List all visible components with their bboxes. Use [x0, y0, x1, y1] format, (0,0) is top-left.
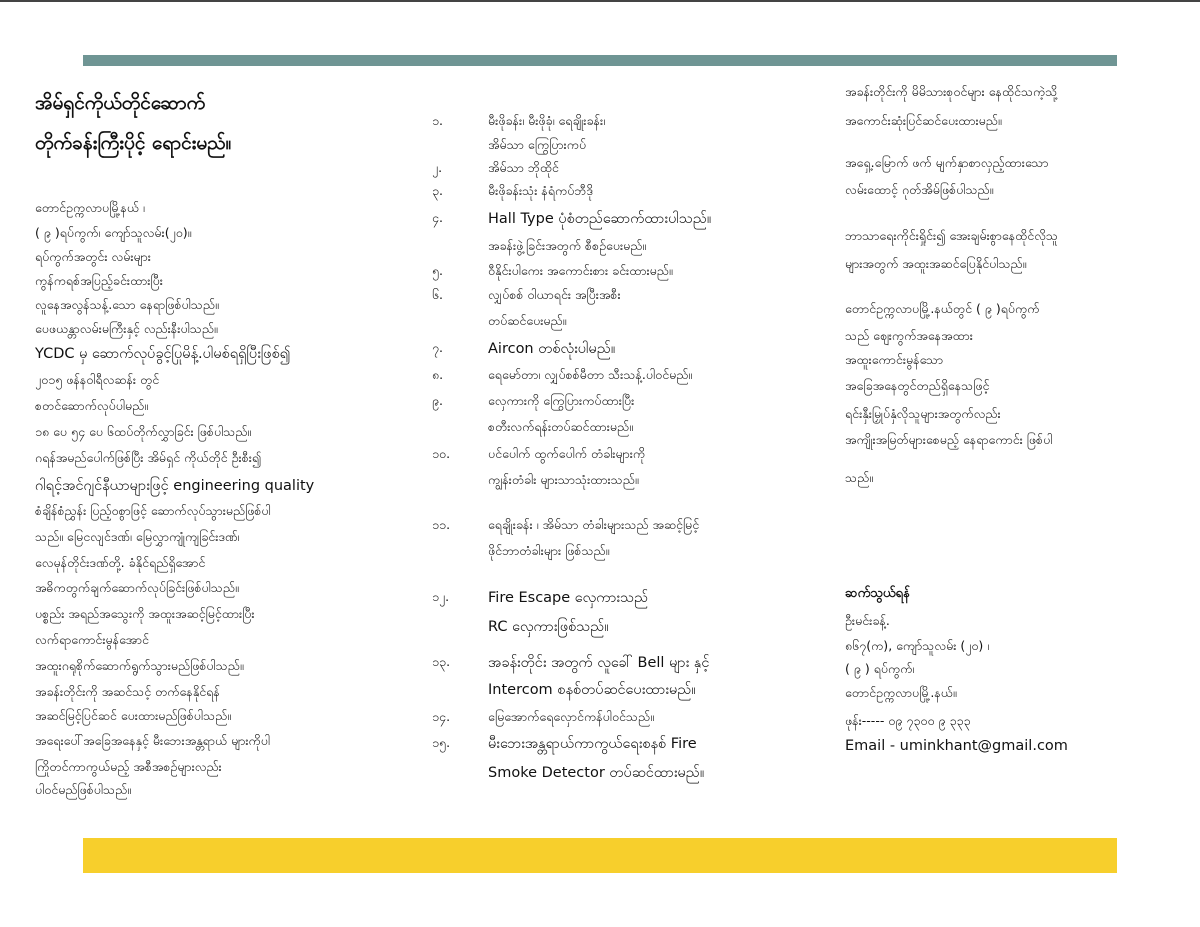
intro-line: ကွန်ကရစ်အပြည့်ခင်းထားပြီး [35, 273, 163, 288]
right-paragraph-line: အထူးကောင်းမွန်သော [845, 352, 944, 367]
contact-heading: ဆက်သွယ်ရန် [845, 586, 910, 601]
feature-text: Smoke Detector တပ်ဆင်ထားမည်။ [488, 765, 705, 781]
intro-line: စတင်ဆောက်လုပ်ပါမည်။ [35, 398, 149, 413]
contact-line: Email - uminkhant@gmail.com [845, 738, 1068, 754]
contact-line: ၈၆၇(က), ကျော်သူလမ်း (၂၀) ၊ [845, 638, 990, 653]
feature-text: ရေချိုးခန်း ၊ အိမ်သာ တံခါးများသည် အဆင့်မြင့် [488, 517, 700, 532]
intro-line: အဓိကတွက်ချက်ဆောက်လုပ်ခြင်းဖြစ်ပါသည်။ [35, 580, 239, 595]
feature-number: ၃. [432, 183, 444, 198]
contact-line: ဦးမင်းခန့်. [845, 613, 890, 628]
intro-line: အခန်းတိုင်းကို အဆင်သင့် တက်နေနိုင်ရန် [35, 684, 220, 699]
intro-line: အဆင်မြင့်ပြင်ဆင် ပေးထားမည်ဖြစ်ပါသည်။ [35, 708, 232, 723]
feature-text: စတီးလက်ရန်းတပ်ဆင်ထားမည်။ [488, 419, 633, 434]
bottom-accent-bar [83, 838, 1117, 873]
feature-text: မြေအောက်ရေလှောင်ကန်ပါဝင်သည်။ [488, 709, 654, 724]
right-paragraph-line: တောင်ဥက္ကလာပမြို့.နယ်တွင် ( ၉ )ရပ်ကွက် [845, 301, 1040, 316]
feature-text: RC လှေကားဖြစ်သည်။ [488, 619, 609, 635]
feature-number: ၇. [432, 340, 444, 355]
intro-line: အရေးပေါ်အခြေအနေနှင့် မီးဘေးအန္တရာယ် များကိုပါ [35, 733, 271, 748]
feature-text: ကျွန်းတံခါး များသာသုံးထားသည်။ [488, 472, 639, 487]
feature-text: ပင်ပေါက် ထွက်ပေါက် တံခါးများကို [488, 446, 646, 461]
feature-number: ၁၃. [432, 654, 451, 669]
feature-number: ၈. [432, 367, 444, 382]
feature-number: ၁. [432, 113, 444, 128]
intro-line: အထူးဂရုစိုက်ဆောက်ရွက်သွားမည်ဖြစ်ပါသည်။ [35, 658, 244, 673]
feature-number: ၁၅. [432, 735, 451, 750]
feature-number: ၂. [432, 160, 443, 175]
intro-line: ပစ္စည်း အရည်အသွေးကို အထူးအဆင့်မြင့်ထားပြီး [35, 606, 255, 621]
feature-text: လှေကားကို ကြွေပြားကပ်ထားပြီး [488, 393, 635, 408]
intro-line: ဂရန်အမည်ပေါက်ဖြစ်ပြီး အိမ်ရှင် ကိုယ်တိုင် ဦးစီး၍ [35, 450, 262, 465]
right-paragraph-line: အခန်းတိုင်းကို မိမိသားစုဝင်များ နေထိုင်သကဲ့သို့ [845, 84, 1058, 99]
contact-line: ဖုန်း----- ၀၉ ၇၃၀၀ ၉ ၃၃၃ [845, 713, 971, 728]
feature-text: ဖိုင်ဘာတံခါးများ ဖြစ်သည်။ [488, 543, 610, 558]
headline-line-1: အိမ်ရှင်ကိုယ်တိုင်ဆောက် [35, 92, 206, 114]
feature-text: မီးဖိုခန်းသုံး နံရံကပ်ဘီဒို [488, 183, 593, 198]
intro-line: စံချိန်စံညွှန်း ပြည့်ဝစွာဖြင့် ဆောက်လုပ်သွားမည်ဖြစ်ပါ [35, 503, 271, 518]
feature-number: ၁၂. [432, 589, 450, 604]
right-paragraph-line: အကျိုးအမြတ်များစေမည့် နေရာကောင်း ဖြစ်ပါ [845, 432, 1053, 447]
right-paragraph-line: အကောင်းဆုံးပြင်ဆင်ပေးထားမည်။ [845, 113, 1002, 128]
feature-text: လျှပ်စစ် ဝါယာရင်း အပြီးအစီး [488, 287, 621, 302]
feature-text: Intercom စနစ်တပ်ဆင်ပေးထားမည်။ [488, 682, 696, 698]
right-paragraph-line: အရှေ့.မြောက် ဖက် မျက်နှာစာလှည့်ထားသော [845, 155, 1049, 170]
right-paragraph-line: သည် ဈေးကွက်အနေအထား [845, 328, 973, 343]
feature-text: မီးဖိုခန်း၊ မီးဖိုခုံ၊ ရေချိုးခန်း၊ [488, 113, 606, 128]
intro-line: ကြိုတင်ကာကွယ်မည့် အစီအစဉ်များလည်း [35, 759, 222, 774]
intro-line: တောင်ဥက္ကလာပမြို့နယ် ၊ [35, 200, 145, 215]
feature-text: အခန်းဖွဲ့ခြင်းအတွက် စီစဉ်ပေးမည်။ [488, 238, 647, 253]
intro-line: ၂၀၁၅ ဖန်နဝါရီလဆန်း တွင် [35, 372, 160, 387]
intro-line: ၁၈ ပေ ၅၄ ပေ ၆ထပ်တိုက်လွှာခြင်း ဖြစ်ပါသည်။ [35, 424, 252, 439]
feature-number: ၁၁. [432, 517, 451, 532]
right-paragraph-line: ရင်းနှီးမြှုပ်နှံလိုသူများအတွက်လည်း [845, 406, 1001, 421]
top-accent-bar [83, 55, 1117, 66]
intro-line: ပေဖယန္တာလမ်းမကြီးနှင့် လည်းနီးပါသည်။ [35, 321, 218, 336]
feature-text: အခန်းတိုင်း အတွက် လူခေါ် Bell များ နှင့် [488, 655, 710, 671]
feature-text: မီးဘေးအန္တရာယ်ကာကွယ်ရေးစနစ် Fire [488, 736, 697, 752]
feature-number: ၄. [432, 210, 444, 225]
feature-text: တပ်ဆင်ပေးမည်။ [488, 313, 567, 328]
feature-number: ၆. [432, 287, 444, 302]
right-paragraph-line: ဘာသာရေးကိုင်းရှိုင်း၍ အေးချမ်းစွာနေထိုင်လိုသူ [845, 228, 1059, 243]
right-paragraph-line: သည်။ [845, 470, 873, 485]
intro-line: ( ၉ )ရပ်ကွက်၊ ကျော်သူလမ်း(၂၀)။ [35, 225, 192, 240]
feature-text: ဝီနိုင်းပါကေး အကောင်းစား ခင်းထားမည်။ [488, 263, 673, 278]
intro-line: လက်ရာကောင်းမွန်အောင် [35, 632, 149, 647]
right-paragraph-line: အခြေအနေတွင်တည်ရှိနေသဖြင့် [845, 378, 990, 393]
contact-line: ( ၉ ) ရပ်ကွက်၊ [845, 661, 915, 676]
intro-line: သည်။ မြေငလျင်ဒဏ်၊ မြေလွှာကျုံကျခြင်းဒဏ်၊ [35, 529, 240, 544]
feature-text: အိမ်သာ ဘိုထိုင် [488, 160, 559, 175]
feature-text: ရေမော်တာ၊ လျှပ်စစ်မီတာ သီးသန့်.ပါဝင်မည်။ [488, 367, 693, 382]
contact-line: တောင်ဥက္ကလာပမြို့.နယ်။ [845, 685, 957, 700]
intro-line: လူနေအလွန်သန့်.သော နေရာဖြစ်ပါသည်။ [35, 297, 219, 312]
headline-line-2: တိုက်ခန်းကြီးပိုင့် ရောင်းမည်။ [35, 132, 232, 154]
intro-line: ရပ်ကွက်အတွင်း လမ်းများ [35, 249, 151, 264]
feature-number: ၁၄. [432, 709, 451, 724]
right-paragraph-line: များအတွက် အထူးအဆင်ပြေနိုင်ပါသည်။ [845, 256, 1027, 271]
right-paragraph-line: လမ်းထောင့် ဂုတ်အိမ်ဖြစ်ပါသည်။ [845, 182, 994, 197]
top-rule [0, 0, 1200, 2]
feature-text: Hall Type ပုံစံတည်ဆောက်ထားပါသည်။ [488, 211, 712, 227]
intro-line: လေမုန်တိုင်းဒဏ်တို့. ခံနိုင်ရည်ရှိအောင် [35, 555, 206, 570]
feature-text: Aircon တစ်လုံးပါမည်။ [488, 341, 616, 357]
feature-number: ၉. [432, 393, 444, 408]
feature-number: ၅. [432, 263, 444, 278]
feature-text: အိမ်သာ ကြွေပြားကပ် [488, 137, 587, 152]
feature-text: Fire Escape လှေကားသည် [488, 590, 649, 606]
intro-line: YCDC မှ ဆောက်လုပ်ခွင့်ပြုမိန့်.ပါမစ်ရရှိပြီးဖြစ်၍ [35, 346, 291, 362]
intro-line: ဂါရင့်အင်ဂျင်နီယာများဖြင့် engineering quality [35, 478, 315, 494]
intro-line: ပါဝင်မည်ဖြစ်ပါသည်။ [35, 782, 131, 797]
feature-number: ၁၀. [432, 446, 451, 461]
